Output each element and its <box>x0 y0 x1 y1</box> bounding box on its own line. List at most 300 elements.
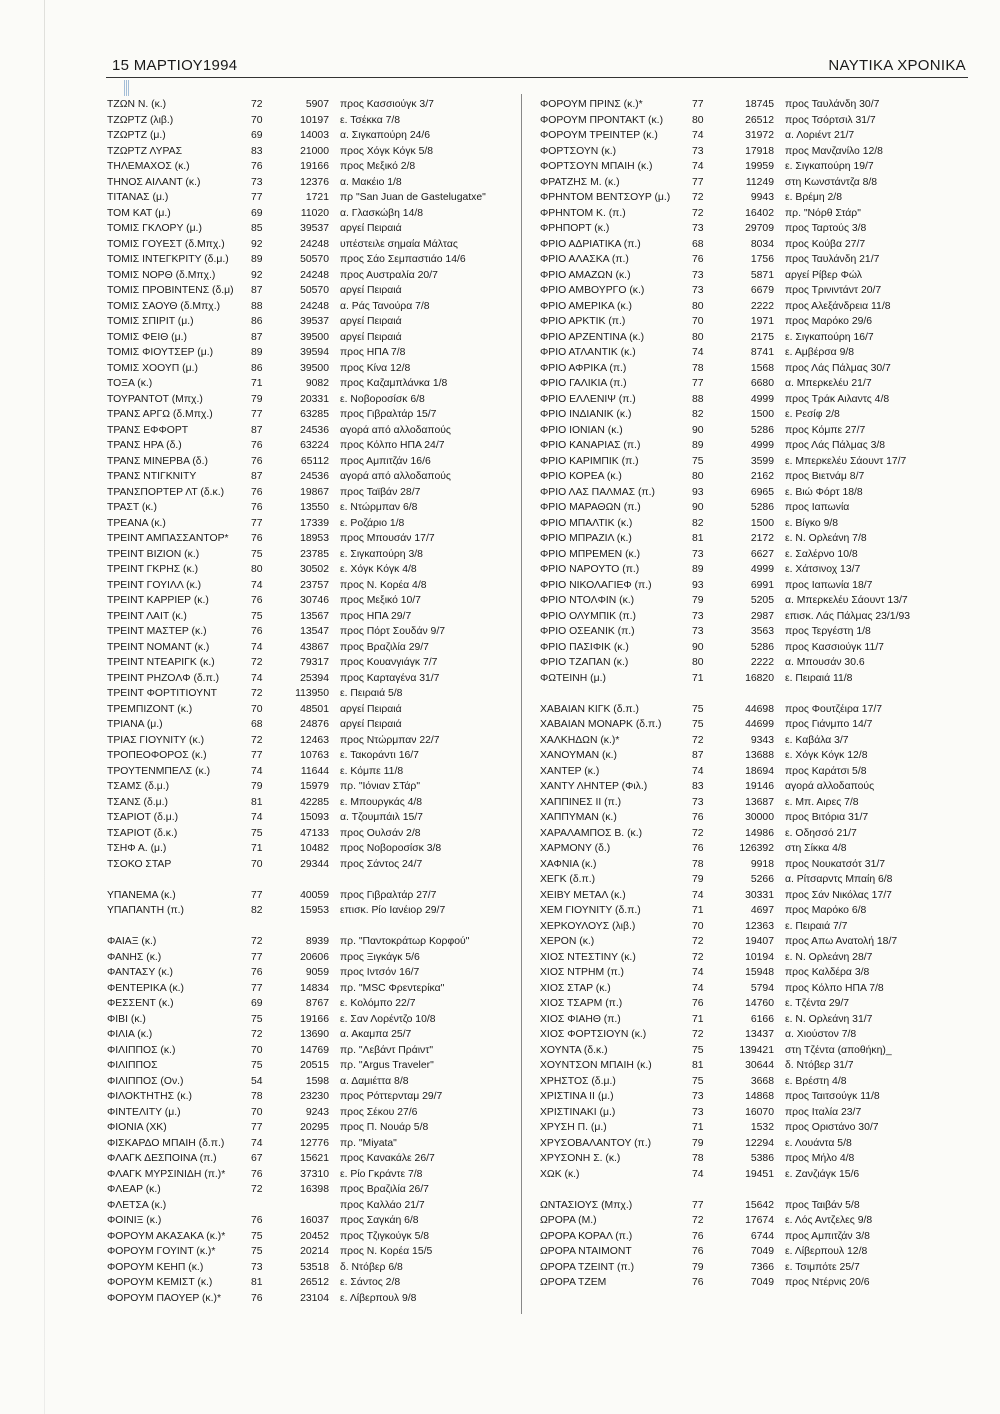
tonnage: 20214 <box>300 1246 329 1257</box>
ship-status: δ. Ντόβερ 31/7 <box>785 1060 854 1071</box>
ship-status: προς Μπουσάν 17/7 <box>340 533 435 544</box>
build-year: 54 <box>251 1075 263 1087</box>
tonnage: 44698 <box>745 703 774 715</box>
ship-name: ΧΑΒΑΙΑΝ ΚΙΓΚ (δ.π.) <box>540 703 639 715</box>
ship-status: προς Κόλπο ΗΠΑ 7/8 <box>785 982 884 994</box>
ship-name: ΧΟΥΝΤΑ (δ.κ.) <box>540 1044 608 1056</box>
build-year: 90 <box>692 502 704 513</box>
ship-row <box>107 717 507 733</box>
tonnage: 17339 <box>300 517 329 529</box>
ship-row <box>107 965 507 981</box>
ship-name: ΦΡΙΟ ΜΠΑΛΤΙΚ (κ.) <box>540 517 633 529</box>
ship-status: προς Σέκου 27/6 <box>340 1106 418 1118</box>
tonnage: 16037 <box>300 1215 329 1226</box>
build-year: 76 <box>692 812 704 823</box>
build-year: 75 <box>251 1060 263 1071</box>
build-year: 89 <box>692 564 704 575</box>
build-year: 72 <box>692 207 704 219</box>
ship-row <box>107 175 507 191</box>
build-year: 72 <box>251 734 263 746</box>
ship-name: ΦΙΟΝΙΑ (ΧΚ) <box>107 1122 167 1133</box>
ship-status: α. Δαμιέττα 8/8 <box>340 1075 409 1087</box>
ship-name: ΤΡΟΥΤΕΝΜΠΕΛΣ (κ.) <box>107 765 211 777</box>
ship-status: πρ. "Νόρθ Στάρ" <box>785 207 861 219</box>
build-year: 80 <box>692 331 704 343</box>
build-year: 76 <box>251 1292 263 1304</box>
ship-name: ΤΣΑΜΣ (δ.μ.) <box>107 781 170 792</box>
build-year: 70 <box>692 920 704 932</box>
ship-row <box>540 826 960 842</box>
ship-name: ΩΡΟΡΑ (Μ.) <box>540 1215 597 1226</box>
build-year: 75 <box>251 1230 263 1242</box>
tonnage: 5386 <box>750 1153 774 1164</box>
ship-row <box>540 485 960 501</box>
ship-row <box>107 562 507 578</box>
ship-name: ΤΡΕΙΝΤ ΑΜΠΑΣΣΑΝΤΟΡ* <box>107 533 229 544</box>
build-year: 92 <box>251 269 263 281</box>
ship-status: πρ. "Miyata" <box>340 1137 397 1149</box>
ship-status: ε. Χόγκ Κόγκ 4/8 <box>340 564 417 575</box>
ship-status: προς Ξιγκάγκ 5/6 <box>340 951 420 963</box>
build-year: 87 <box>251 424 263 436</box>
ship-row <box>107 779 507 795</box>
ship-row <box>540 888 960 904</box>
ship-status: ε. Λίβερπουλ 12/8 <box>785 1246 868 1257</box>
ship-status: προς Τεργέστη 1/8 <box>785 626 871 637</box>
build-year: 75 <box>692 703 704 715</box>
ship-name: ΧΕΡΟΝ (κ.) <box>540 936 595 947</box>
build-year: 75 <box>692 719 704 730</box>
build-year: 80 <box>251 564 263 575</box>
build-year: 77 <box>692 176 704 188</box>
tonnage: 21000 <box>300 145 329 157</box>
ship-name: ΦΟΡΟΥΜ ΠΡΙΝΣ (κ.)* <box>540 99 643 110</box>
ship-name: ΦΛΕΑΡ (κ.) <box>107 1184 161 1195</box>
ship-name: ΦΑΙΑΞ (κ.) <box>107 936 157 947</box>
ship-row <box>540 283 960 299</box>
build-year: 78 <box>692 1153 704 1164</box>
ship-row <box>540 1229 960 1245</box>
ship-name: ΦΡΑΤΖΗΣ Μ. (κ.) <box>540 176 620 188</box>
ship-name: ΦΡΙΟ ΚΑΝΑΡΙΑΣ (π.) <box>540 440 641 451</box>
ship-status: προς Σάο Σεμπαστιάο 14/6 <box>340 254 466 265</box>
tonnage: 4999 <box>750 440 774 451</box>
tonnage: 4999 <box>750 393 774 405</box>
tonnage: 1532 <box>750 1122 774 1133</box>
ship-name: ΦΡΙΟ ΠΑΣΙΦΙΚ (κ.) <box>540 641 629 653</box>
build-year: 71 <box>692 905 704 916</box>
ship-row <box>540 1058 960 1074</box>
ship-status: αργεί Πειραιά <box>340 316 402 327</box>
build-year: 76 <box>251 440 263 451</box>
ship-status: ε. Ζανζιάγκ 15/6 <box>785 1168 860 1180</box>
tonnage: 13550 <box>300 502 329 513</box>
ship-row <box>540 748 960 764</box>
ship-name: ΦΡΙΟ ΙΝΔΙΑΝΙΚ (κ.) <box>540 409 632 420</box>
ship-name: ΤΡΑΣΤ (κ.) <box>107 502 157 513</box>
tonnage: 13567 <box>300 610 329 622</box>
build-year: 68 <box>692 238 704 250</box>
ship-status: ε. Ν. Ορλεάνη 28/7 <box>785 951 873 963</box>
build-year: 78 <box>251 1091 263 1102</box>
ship-status: προς Λάς Πάλμας 3/8 <box>785 440 886 451</box>
ship-row <box>107 934 507 950</box>
build-year: 73 <box>692 796 704 808</box>
ship-row <box>107 128 507 144</box>
ship-name: ΦΡΙΟ ΑΜΒΟΥΡΓΟ (κ.) <box>540 285 645 296</box>
build-year: 74 <box>692 161 704 172</box>
tonnage: 23757 <box>300 579 329 591</box>
ship-row <box>107 1275 507 1291</box>
page-fold-shadow <box>44 0 45 1414</box>
build-year: 93 <box>692 579 704 591</box>
build-year: 77 <box>251 192 263 203</box>
ship-row <box>540 252 960 268</box>
tonnage: 11249 <box>745 176 774 188</box>
build-year: 70 <box>692 316 704 327</box>
tonnage: 19407 <box>745 936 774 947</box>
build-year: 72 <box>692 1029 704 1040</box>
ship-status: προς Ταιτσούγκ 11/8 <box>785 1091 880 1102</box>
ship-row <box>540 578 960 594</box>
tonnage: 24248 <box>300 269 329 281</box>
ship-row <box>107 841 507 857</box>
tonnage: 1598 <box>305 1075 329 1087</box>
right-column <box>540 97 960 1291</box>
build-year: 70 <box>251 703 263 715</box>
ship-row <box>107 423 507 439</box>
build-year: 74 <box>692 1168 704 1180</box>
tonnage: 1721 <box>305 192 329 203</box>
section-gap <box>107 919 507 935</box>
ship-name: ΩΡΟΡΑ ΤΖΕΜ <box>540 1277 607 1288</box>
tonnage: 48501 <box>300 703 329 715</box>
build-year: 73 <box>692 626 704 637</box>
build-year: 71 <box>251 378 263 389</box>
ship-name: ΧΙΟΣ ΦΙΑΗΘ (π.) <box>540 1013 621 1025</box>
tonnage: 9059 <box>305 967 329 978</box>
ship-name: ΧΑΠΠΙΝΕΣ ΙΙ (π.) <box>540 796 622 808</box>
ship-name: ΤΟΥΡΑΝΤΟΤ (Μπχ.) <box>107 393 203 405</box>
ship-name: ΦΟΡΟΥΜ ΠΑΟΥΕΡ (κ.)* <box>107 1292 222 1304</box>
tonnage: 30746 <box>300 595 329 606</box>
ship-status: προς Κούβα 27/7 <box>785 238 866 250</box>
build-year: 75 <box>692 1044 704 1056</box>
build-year: 76 <box>251 595 263 606</box>
build-year: 88 <box>692 393 704 405</box>
ship-status: ε. Καβάλα 3/7 <box>785 734 849 746</box>
ship-status: προς Καλλάο 21/7 <box>340 1199 425 1211</box>
ship-status: πρ. "Argus Traveler" <box>340 1060 434 1071</box>
build-year: 72 <box>692 192 704 203</box>
tonnage: 24248 <box>300 238 329 250</box>
ship-name: ΦΙΛΙΠΠΟΣ (Ον.) <box>107 1075 184 1087</box>
build-year: 72 <box>692 1215 704 1226</box>
ship-name: ΧΡΥΣΟΝΗ Σ. (κ.) <box>540 1153 621 1164</box>
ship-row <box>107 826 507 842</box>
tonnage: 13690 <box>300 1029 329 1040</box>
tonnage: 16398 <box>300 1184 329 1195</box>
ship-status: ε. Σιγκαπούρη 16/7 <box>785 331 874 343</box>
ship-name: ΤΡΕΙΝΤ ΝΤΕΑΡΙΓΚ (κ.) <box>107 657 215 668</box>
build-year: 87 <box>251 471 263 482</box>
ship-name: ΦΡΙΟ ΓΑΛΙΚΙΑ (π.) <box>540 378 627 389</box>
tonnage: 17674 <box>745 1215 774 1226</box>
tonnage: 9243 <box>305 1106 329 1118</box>
ship-status: προς Αλεξάνδρεια 11/8 <box>785 300 891 312</box>
build-year: 81 <box>251 796 263 808</box>
tonnage: 23785 <box>300 548 329 560</box>
build-year: 76 <box>692 254 704 265</box>
build-year: 77 <box>692 99 704 110</box>
tonnage: 1756 <box>750 254 774 265</box>
ship-row <box>540 128 960 144</box>
ship-row <box>540 841 960 857</box>
ship-status: ε. Ροζάριο 1/8 <box>340 517 405 529</box>
tonnage: 1500 <box>750 517 774 529</box>
tonnage: 8034 <box>750 238 774 250</box>
tonnage: 24876 <box>300 719 329 730</box>
ship-row <box>107 1260 507 1276</box>
ship-status: προς Φουτζέιρα 17/7 <box>785 703 883 715</box>
build-year: 89 <box>251 347 263 358</box>
ship-name: ΦΟΡΟΥΜ ΚΕΜΙΣΤ (κ.) <box>107 1277 213 1288</box>
ship-status: προς Ταϊβάν 28/7 <box>340 486 421 498</box>
build-year: 87 <box>251 331 263 343</box>
tonnage: 1500 <box>750 409 774 420</box>
tonnage: 79317 <box>300 657 329 668</box>
ship-name: ΦΡΙΟ ΝΤΟΛΦΙΝ (κ.) <box>540 595 635 606</box>
build-year: 71 <box>692 1013 704 1025</box>
ship-name: ΤΖΩΝ Ν. (κ.) <box>107 99 167 110</box>
build-year: 92 <box>251 238 263 250</box>
ship-name: ΤΡΕΙΝΤ ΝΟΜΑΝΤ (κ.) <box>107 641 210 653</box>
ship-row <box>540 361 960 377</box>
build-year: 72 <box>692 734 704 746</box>
ship-row <box>540 996 960 1012</box>
ship-status: αγορά αλλοδαπούς <box>785 781 875 792</box>
ship-row <box>107 1198 507 1214</box>
ship-status: προς Βιετνάμ 8/7 <box>785 471 865 482</box>
ship-name: ΦΕΝΤΕΡΙΚΑ (κ.) <box>107 982 184 994</box>
ship-row <box>540 144 960 160</box>
tonnage: 2175 <box>750 331 774 343</box>
tonnage: 24536 <box>300 424 329 436</box>
ship-status: α. Μακέιο 1/8 <box>340 176 402 188</box>
tonnage: 50570 <box>300 285 329 296</box>
build-year: 76 <box>692 1246 704 1257</box>
tonnage: 5205 <box>750 595 774 606</box>
tonnage: 19166 <box>300 1013 329 1025</box>
ship-name: ΤΡΑΝΣ ΑΡΓΩ (δ.Μπχ.) <box>107 409 213 420</box>
ship-status: ε. Μπουργκάς 4/8 <box>340 796 423 808</box>
ship-row <box>107 733 507 749</box>
build-year <box>251 1198 285 1214</box>
build-year: 81 <box>692 533 704 544</box>
ship-status: προς Σαγκάη 6/8 <box>340 1215 419 1226</box>
build-year: 69 <box>251 207 263 219</box>
ship-status: προς Λάς Πάλμας 30/7 <box>785 362 891 374</box>
ship-status: ε. Σαν Λορέντζο 10/8 <box>340 1013 436 1025</box>
ship-row <box>107 314 507 330</box>
tonnage: 30502 <box>300 564 329 575</box>
tonnage: 29344 <box>300 858 329 870</box>
ship-name: ΤΗΝΟΣ ΑΙΛΑΝΤ (κ.) <box>107 176 201 188</box>
build-year: 79 <box>692 1261 704 1273</box>
ship-row <box>540 779 960 795</box>
ship-name: ΧΡΥΣΟΒΑΛΑΝΤΟΥ (π.) <box>540 1137 652 1149</box>
tonnage: 10482 <box>300 843 329 854</box>
ship-name: ΧΕΙΒΥ ΜΕΤΑΛ (κ.) <box>540 889 626 901</box>
ship-row <box>540 113 960 129</box>
tonnage: 23230 <box>300 1091 329 1102</box>
tonnage: 126392 <box>739 843 774 854</box>
ship-status: ε. Τσιμπότε 25/7 <box>785 1261 860 1273</box>
ship-status: ε. Πειραιά 5/8 <box>340 688 403 699</box>
ship-status: προς Βραζιλία 26/7 <box>340 1184 429 1195</box>
ship-row <box>107 547 507 563</box>
tonnage: 63285 <box>300 409 329 420</box>
ship-row <box>107 1043 507 1059</box>
tonnage: 14868 <box>745 1091 774 1102</box>
tonnage: 14834 <box>300 982 329 994</box>
ship-name: ΧΙΟΣ ΝΤΕΣΤΙΝΥ (κ.) <box>540 951 636 963</box>
ship-row <box>540 919 960 935</box>
tonnage: 18953 <box>300 533 329 544</box>
build-year: 79 <box>251 393 263 405</box>
ship-row <box>107 113 507 129</box>
ship-row <box>107 392 507 408</box>
ship-status: ε. Βίγκο 9/8 <box>785 517 839 529</box>
ship-row <box>540 175 960 191</box>
ship-row <box>107 1182 507 1198</box>
ship-row <box>540 1213 960 1229</box>
ship-name: ΦΡΙΟ ΑΦΡΙΚΑ (π.) <box>540 362 627 374</box>
ship-row <box>107 640 507 656</box>
build-year: 74 <box>251 672 263 684</box>
ship-name: ΤΡΕΙΝΤ ΚΑΡΡΙΕΡ (κ.) <box>107 595 209 606</box>
tonnage: 31972 <box>745 130 774 141</box>
ship-status: α. Λοριέντ 21/7 <box>785 130 855 141</box>
ship-status: ε. Ρίο Γκράντε 7/8 <box>340 1168 423 1180</box>
ship-row <box>107 1012 507 1028</box>
build-year: 81 <box>692 1060 704 1071</box>
ship-row <box>540 299 960 315</box>
ship-row <box>107 810 507 826</box>
tonnage: 29709 <box>745 223 774 234</box>
ship-status: ε. Μπ. Αιρες 7/8 <box>785 796 859 808</box>
ship-status: προς Χόγκ Κόγκ 5/8 <box>340 145 434 157</box>
ship-name: ΦΡΙΟ ΜΠΡΑΖΙΛ (κ.) <box>540 533 632 544</box>
ship-status: προς Βραζιλία 29/7 <box>340 641 429 653</box>
ship-name: ΩΡΟΡΑ ΤΖΕΙΝΤ (π.) <box>540 1261 635 1273</box>
build-year: 72 <box>251 99 263 110</box>
build-year: 70 <box>251 114 263 126</box>
ship-row <box>540 640 960 656</box>
tonnage: 1568 <box>750 362 774 374</box>
ship-name: ΧΑΡΜΟΝΥ (δ.) <box>540 843 611 854</box>
ship-status: ε. Σιγκαπούρη 19/7 <box>785 161 874 172</box>
ship-status: αργεί Ρίβερ Φώλ <box>785 269 862 281</box>
tonnage: 15093 <box>300 812 329 823</box>
build-year: 73 <box>692 269 704 281</box>
build-year: 73 <box>692 548 704 560</box>
ship-name: ΦΛΑΓΚ ΔΕΣΠΟΙΝΑ (π.) <box>107 1153 217 1164</box>
ship-row <box>107 609 507 625</box>
tonnage: 2172 <box>750 533 774 544</box>
ship-name: ΤΟΜΙΣ ΠΡΟΒΙΝΤΕΝΣ (δ.μ) <box>107 285 234 296</box>
build-year: 79 <box>251 781 263 792</box>
build-year: 80 <box>692 114 704 126</box>
ship-row <box>540 500 960 516</box>
tonnage: 13547 <box>300 626 329 637</box>
ship-status: προς Ιαπωνία <box>785 502 850 513</box>
ship-name: ΦΡΙΟ ΕΛΛΕΝΙΨ (π.) <box>540 393 636 405</box>
tonnage: 11020 <box>300 207 329 219</box>
tonnage: 39500 <box>300 362 329 374</box>
ship-name: ΤΡΕΙΝΤ ΒΙΖΙΟΝ (κ.) <box>107 548 200 560</box>
header-rule <box>106 77 968 78</box>
tonnage: 19146 <box>745 781 774 792</box>
build-year: 73 <box>251 1261 263 1273</box>
ship-name: ΦΙΛΙΠΠΟΣ <box>107 1060 158 1071</box>
build-year: 77 <box>251 889 263 901</box>
build-year: 79 <box>692 1137 704 1149</box>
ship-row <box>107 469 507 485</box>
ship-row <box>540 1198 960 1214</box>
ship-name: ΧΑΦΝΙΑ (κ.) <box>540 858 597 870</box>
ship-name: ΦΛΕΤΣΑ (κ.) <box>107 1199 167 1211</box>
ship-status: προς Γιάνμπο 14/7 <box>785 719 873 730</box>
build-year: 67 <box>251 1153 263 1164</box>
ship-name: ΤΡΑΝΣΠΟΡΤΕΡ ΛΤ (δ.κ.) <box>107 486 225 498</box>
tonnage: 1971 <box>750 316 774 327</box>
ship-row <box>540 655 960 671</box>
ship-name: ΧΑΒΑΙΑΝ ΜΟΝΑΡΚ (δ.π.) <box>540 719 662 730</box>
ship-status: προς Ν. Κορέα 15/5 <box>340 1246 433 1257</box>
ship-name: ΦΟΡΟΥΜ ΓΟΥΙΝΤ (κ.)* <box>107 1246 216 1257</box>
tonnage: 14760 <box>745 998 774 1009</box>
ship-name: ΤΟΜΙΣ ΧΟΟΥΠ (μ.) <box>107 362 198 374</box>
tonnage: 20452 <box>300 1230 329 1242</box>
ship-name: ΤΟΜΙΣ ΓΟΥΕΣΤ (δ.Μπχ.) <box>107 238 225 250</box>
ship-name: ΦΡΙΟ ΜΑΡΑΘΩΝ (π.) <box>540 502 641 513</box>
build-year: 77 <box>251 409 263 420</box>
ship-row <box>540 1167 960 1183</box>
ship-status: αργεί Πειραιά <box>340 703 402 715</box>
build-year: 71 <box>692 1122 704 1133</box>
ship-row <box>107 1136 507 1152</box>
ship-status: προς Βιτόρια 31/7 <box>785 812 869 823</box>
build-year: 74 <box>251 641 263 653</box>
ship-status: πρ. "Παντοκράτωρ Κορφού" <box>340 936 470 947</box>
tonnage: 16820 <box>745 672 774 684</box>
tonnage: 15948 <box>745 967 774 978</box>
tonnage: 53518 <box>300 1261 329 1273</box>
ship-status: α. Χιούστον 7/8 <box>785 1029 857 1040</box>
ship-status: προς Απω Ανατολή 18/7 <box>785 936 898 947</box>
ship-name: ΦΑΝΤΑΣΥ (κ.) <box>107 967 173 978</box>
tonnage: 6680 <box>750 378 774 389</box>
ship-status: προς Ιντσόν 16/7 <box>340 967 420 978</box>
build-year: 80 <box>692 471 704 482</box>
tonnage: 2987 <box>750 610 774 622</box>
ship-name: ΤΟΜΙΣ ΣΑΟΥΘ (δ.Μπχ.) <box>107 300 221 312</box>
ship-status: προς Ταυλάνδη 21/7 <box>785 254 880 265</box>
tonnage: 10763 <box>300 750 329 761</box>
ship-row <box>107 1167 507 1183</box>
tonnage: 30000 <box>745 812 774 823</box>
